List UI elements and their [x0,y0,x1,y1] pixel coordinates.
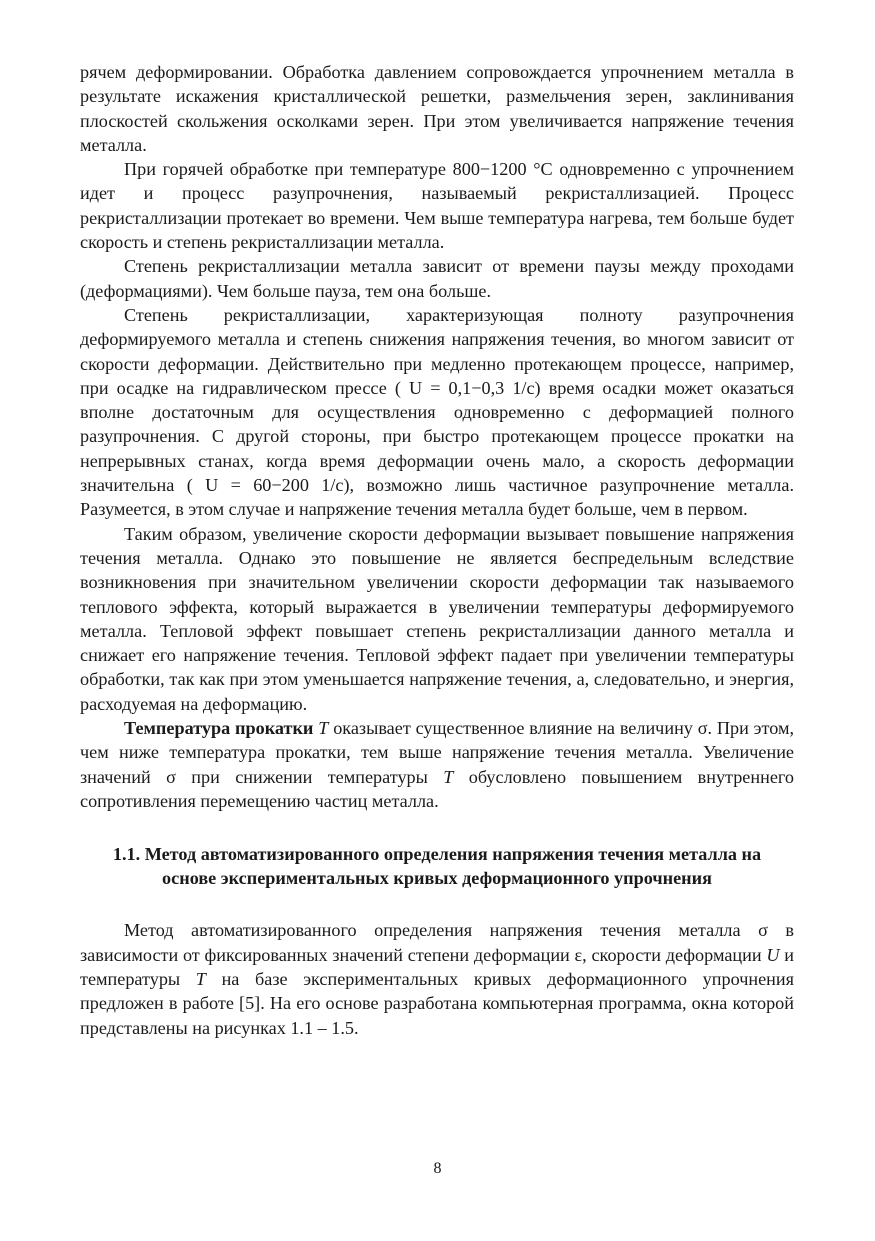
symbol-T: T [195,968,206,989]
paragraph-2: При горячей обработке при температуре 800−1200 °С одновременно с упрочнением идет и процесс разупрочнения, называемый рекристаллизацией. Процесс рекристаллизации протекает во времени. Чем выше температура нагрева, тем больше будет скорость и степень рекристаллизации металла. [80,159,794,253]
symbol-T: T [318,718,329,739]
page-number: 8 [433,1160,442,1177]
page-body [80,60,794,1040]
paragraph-6-text-a: оказывает существенное влияние на величину σ. При этом, чем ниже температура прокатки, тем выше напряжение течения металла. Увеличение значений σ при снижении температуры [80,718,794,787]
symbol-U: U [766,944,780,965]
paragraph-6 [80,716,794,813]
paragraph-7-text-b: и температуры [80,944,794,989]
section-heading: 1.1. Метод автоматизированного определения напряжения течения металла на основе экспериментальных кривых деформационного упрочнения [112,844,762,888]
paragraph-7-text-c: на базе экспериментальных кривых деформационного упрочнения предложен в работе [5]. На его основе разработана компьютерная программа, окна которой представлены на рисунках 1.1 – 1.5. [80,968,794,1038]
paragraph-5: Таким образом, увеличение скорости деформации вызывает повышение напряжения течения металла. Однако это повышение не является беспредельным вследствие возникновения при значительном увеличении скорости деформации так называемого теплового эффекта, который выражается в увеличении температуры деформируемого металла. Тепловой эффект повышает степень рекристаллизации данного металла и снижает его напряжение течения. Тепловой эффект падает при увеличении температуры обработки, так как при этом уменьшается напряжение течения, а, следовательно, и энергия, расходуемая на деформацию. [80,523,794,714]
paragraph-7-text-a: Метод автоматизированного определения напряжения течения металла σ в зависимости от фиксированных значений степени деформации ε, скорости деформации [80,920,794,965]
symbol-T: T [443,766,454,787]
paragraph-4: Степень рекристаллизации, характеризующая полноту разупрочнения деформируемого металла и степень снижения напряжения течения, во многом зависит от скорости деформации. Действительно при медленно протекающем процессе, например, при осадке на гидравлическом прессе ( U = 0,1−0,3 1/с) время осадки может оказаться вполне достаточным для осуществления одновременно с деформацией полного разупрочнения. С другой стороны, при быстро протекающем процессе прокатки на непрерывных станах, когда время деформации очень мало, а скорость деформации значительна ( U = 60−200 1/с), возможно лишь частичное разупрочнение металла. Разумеется, в этом случае и напряжение течения металла будет больше, чем в первом. [80,304,794,520]
paragraph-1: рячем деформировании. Обработка давлением сопровождается упрочнением металла в результате искажения кристаллической решетки, размельчения зерен, заклинивания плоскостей скольжения осколками зерен. При этом увеличивается напряжение течения металла. [80,62,794,155]
bold-term-rolling-temperature: Температура прокатки [124,718,314,739]
paragraph-6-text-b: обусловлено повышением внутреннего сопротивления перемещению частиц металла. [80,766,795,811]
paragraph-7 [80,918,794,1039]
paragraph-3: Степень рекристаллизации металла зависит от времени паузы между проходами (деформациями). Чем больше пауза, тем она больше. [80,256,794,301]
